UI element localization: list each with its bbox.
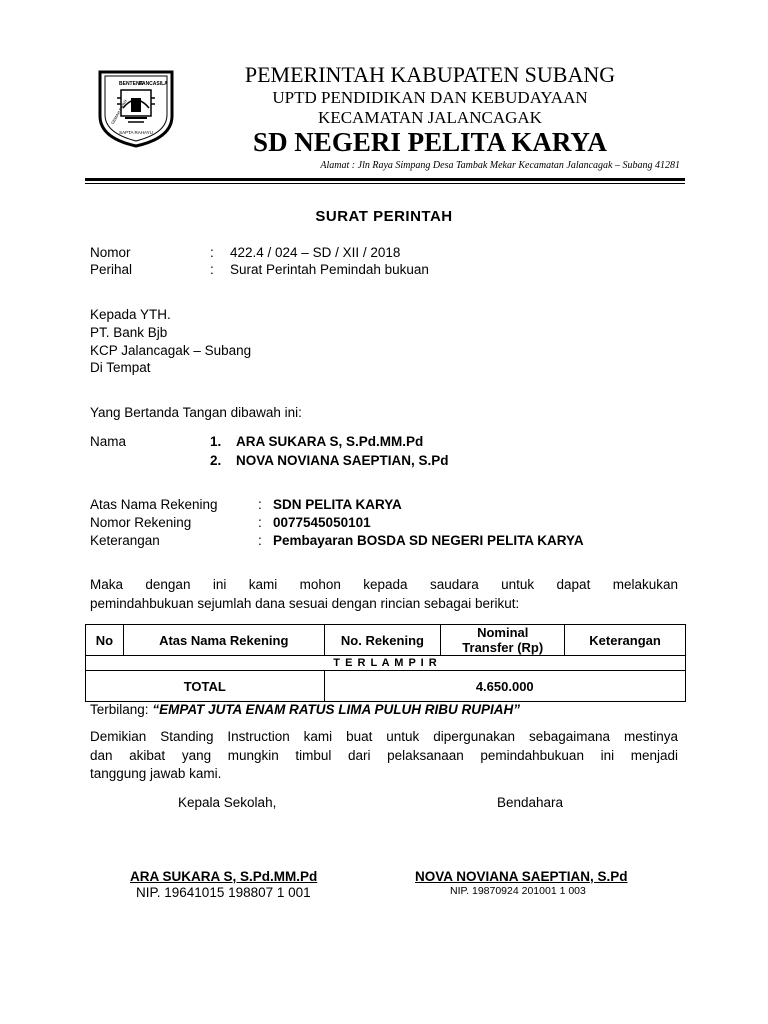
request-paragraph-line-1: Maka dengan ini kami mohon kepada saudara untuk dapat melakukan [90, 577, 678, 592]
account-name-value: SDN PELITA KARYA [273, 497, 402, 512]
left-signer-name: ARA SUKARA S, S.Pd.MM.Pd [130, 869, 318, 884]
letterhead-government: PEMERINTAH KABUPATEN SUBANG [244, 62, 616, 87]
transfer-table [85, 624, 686, 702]
right-signer-name: NOVA NOVIANA SAEPTIAN, S.Pd [415, 869, 628, 884]
logo-side-text: GEMAH RIPAH [109, 98, 128, 126]
logo-top-text-2: PANCASILA [139, 81, 168, 87]
perihal-label: Perihal [90, 262, 133, 277]
logo-top-text: BENTENG [119, 81, 144, 87]
letterhead-divider-thick [85, 178, 685, 181]
account-number-value: 0077545050101 [273, 515, 371, 530]
right-signer-nip: NIP. 19870924 201001 1 003 [450, 885, 586, 897]
letterhead-divider-thin [85, 183, 685, 184]
closing-line-1: Demikian Standing Instruction kami buat untuk dipergunakan sebagaimana mestinya [90, 729, 678, 744]
total-label-cell: TOTAL [86, 671, 325, 702]
intro-text: Yang Bertanda Tangan dibawah ini: [90, 405, 302, 420]
recipient-line-4: Di Tempat [90, 360, 151, 375]
nomor-label: Nomor [90, 245, 131, 260]
table-row [86, 656, 686, 671]
table-header-row [86, 625, 686, 656]
header-note: Keterangan [565, 625, 686, 656]
account-name-label: Atas Nama Rekening [90, 497, 218, 512]
nomor-value: 422.4 / 024 – SD / XII / 2018 [230, 245, 401, 260]
header-account-number: No. Rekening [324, 625, 441, 656]
perihal-colon: : [210, 262, 214, 277]
terbilang-line [90, 702, 520, 717]
letter-title: SURAT PERINTAH [315, 208, 453, 225]
header-nominal [441, 625, 565, 656]
total-value-cell: 4.650.000 [324, 671, 685, 702]
recipient-line-2: PT. Bank Bjb [90, 325, 168, 340]
closing-line-2: dan akibat yang mungkin timbul dari pelaksanaan pemindahbukuan ini menjadi [90, 748, 678, 763]
signer-1-name: ARA SUKARA S, S.Pd.MM.Pd [236, 434, 424, 449]
account-number-label: Nomor Rekening [90, 515, 192, 530]
recipient-line-1: Kepada YTH. [90, 307, 171, 322]
header-nominal-line-1: Nominal [477, 625, 529, 640]
regency-emblem-logo [95, 68, 177, 148]
left-signer-role: Kepala Sekolah, [178, 795, 277, 810]
left-signer-nip: NIP. 19641015 198807 1 001 [136, 885, 311, 900]
header-no: No [86, 625, 124, 656]
recipient-line-3: KCP Jalancagak – Subang [90, 343, 252, 358]
right-signer-role: Bendahara [497, 795, 564, 810]
attached-row-cell: T E R L A M P I R [86, 656, 686, 671]
account-note-colon: : [258, 533, 262, 548]
account-name-colon: : [258, 497, 262, 512]
account-number-colon: : [258, 515, 262, 530]
letterhead-school-name: SD NEGERI PELITA KARYA [253, 127, 607, 157]
logo-bottom-text: SAPTA RAHAYU [119, 130, 153, 135]
letterhead-address: Alamat : Jln Raya Simpang Desa Tambak Mekar Kecamatan Jalancagak – Subang 41281 [320, 160, 680, 171]
account-note-label: Keterangan [90, 533, 160, 548]
terbilang-value: “EMPAT JUTA ENAM RATUS LIMA PULUH RIBU RUPIAH” [152, 702, 521, 717]
letterhead-department: UPTD PENDIDIKAN DAN KEBUDAYAAN [272, 88, 588, 107]
perihal-value: Surat Perintah Pemindah bukuan [230, 262, 429, 277]
signer-1-number: 1. [210, 434, 222, 449]
header-nominal-line-2: Transfer (Rp) [462, 640, 544, 655]
signer-2-number: 2. [210, 453, 222, 468]
request-paragraph-line-2: pemindahbukuan sejumlah dana sesuai dengan rincian sebagai berikut: [90, 596, 520, 611]
signers-label: Nama [90, 434, 127, 449]
nomor-colon: : [210, 245, 214, 260]
closing-line-3: tanggung jawab kami. [90, 766, 222, 781]
header-account-name: Atas Nama Rekening [123, 625, 324, 656]
signer-2-name: NOVA NOVIANA SAEPTIAN, S.Pd [236, 453, 449, 468]
account-note-value: Pembayaran BOSDA SD NEGERI PELITA KARYA [273, 533, 584, 548]
letterhead-district: KECAMATAN JALANCAGAK [318, 108, 542, 127]
terbilang-label: Terbilang: [90, 702, 149, 717]
table-row [86, 671, 686, 702]
